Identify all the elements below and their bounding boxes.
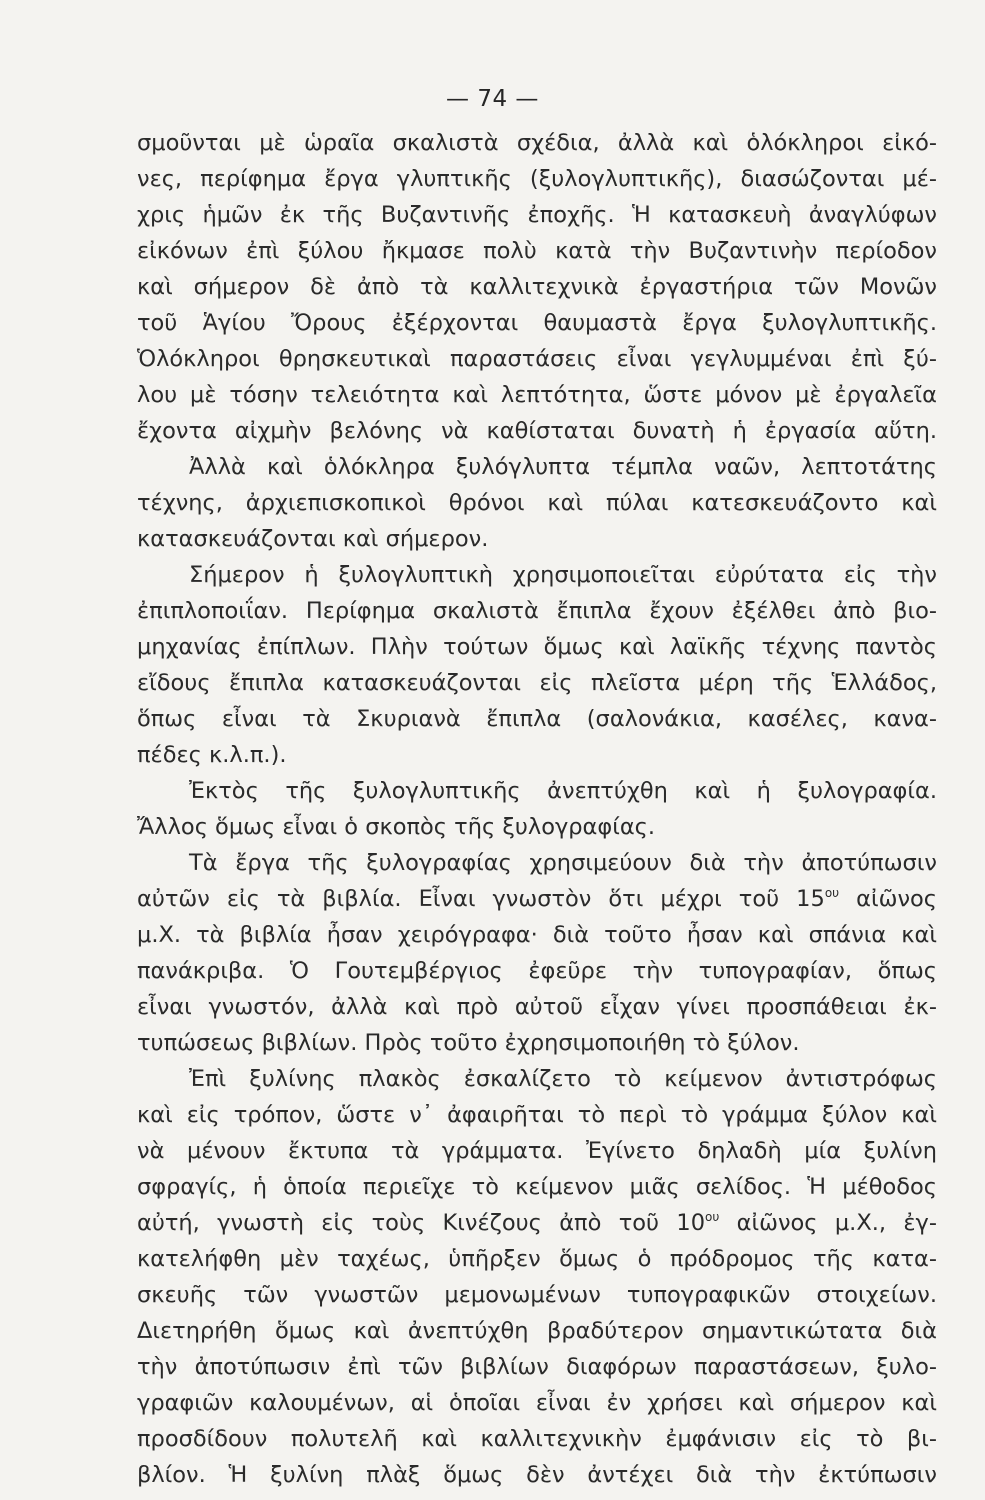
text-line: Ἐκτὸς τῆς ξυλογλυπτικῆς ἀνεπτύχθη καὶ ἡ ξυλογραφία. — [189, 778, 937, 804]
text-line: χρις ἡμῶν ἐκ τῆς Βυζαντινῆς ἐποχῆς. Ἡ κατασκευὴ ἀναγλύφων — [137, 202, 937, 228]
page-number: — 74 — — [446, 86, 539, 112]
text-line: τέχνης, ἀρχιεπισκοπικοὶ θρόνοι καὶ πύλαι κατεσκευάζοντο καὶ — [137, 490, 937, 516]
text-line: σκευῆς τῶν γνωστῶν μεμονωμένων τυπογραφικῶν στοιχείων. — [137, 1282, 937, 1308]
text-line: Ἄλλος ὅμως εἶναι ὁ σκοπὸς τῆς ξυλογραφίας. — [137, 814, 656, 840]
text-line: Διετηρήθη ὅμως καὶ ἀνεπτύχθη βραδύτερον σημαντικώτατα διὰ — [137, 1318, 937, 1344]
text-line: ἐπιπλοποιΐαν. Περίφημα σκαλιστὰ ἔπιπλα ἔχουν ἐξέλθει ἀπὸ βιο- — [137, 598, 937, 624]
text-line: ὅπως εἶναι τὰ Σκυριανὰ ἔπιπλα (σαλονάκια, κασέλες, κανα- — [137, 706, 937, 732]
text-line: τὴν ἀποτύπωσιν ἐπὶ τῶν βιβλίων διαφόρων παραστάσεων, ξυλο- — [137, 1354, 937, 1380]
text-line: Ὁλόκληροι θρησκευτικαὶ παραστάσεις εἶναι γεγλυμμέναι ἐπὶ ξύ- — [137, 346, 937, 372]
text-line: νες, περίφημα ἔργα γλυπτικῆς (ξυλογλυπτικῆς), διασώζονται μέ- — [137, 166, 937, 192]
text-line: καὶ σήμερον δὲ ἀπὸ τὰ καλλιτεχνικὰ ἐργαστήρια τῶν Μονῶν — [137, 274, 937, 300]
text-line: εἰκόνων ἐπὶ ξύλου ἤκμασε πολὺ κατὰ τὴν Βυζαντινὴν περίοδον — [137, 238, 937, 264]
text-line: σφραγίς, ἡ ὁποία περιεῖχε τὸ κείμενον μιᾶς σελίδος. Ἡ μέθοδος — [137, 1174, 937, 1200]
text-line: μ.Χ. τὰ βιβλία ἦσαν χειρόγραφα· διὰ τοῦτο ἦσαν καὶ σπάνια καὶ — [137, 922, 937, 948]
text-line: Σήμερον ἡ ξυλογλυπτικὴ χρησιμοποιεῖται εὐρύτατα εἰς τὴν — [189, 562, 937, 588]
text-line: νὰ μένουν ἔκτυπα τὰ γράμματα. Ἐγίνετο δηλαδὴ μία ξυλίνη — [137, 1138, 937, 1164]
text-line: λου μὲ τόσην τελειότητα καὶ λεπτότητα, ὥστε μόνον μὲ ἐργαλεῖα — [137, 382, 937, 408]
text-line: αὐτῶν εἰς τὰ βιβλία. Εἶναι γνωστὸν ὅτι μέχρι τοῦ $15^{o\upsilon}$ αἰῶνος — [137, 886, 937, 912]
text-line: Τὰ ἔργα τῆς ξυλογραφίας χρησιμεύουν διὰ τὴν ἀποτύπωσιν — [189, 850, 937, 876]
text-line: πανάκριβα. Ὁ Γουτεμβέργιος ἐφεῦρε τὴν τυπογραφίαν, ὅπως — [137, 958, 937, 984]
text-line: σμοῦνται μὲ ὡραῖα σκαλιστὰ σχέδια, ἀλλὰ καὶ ὁλόκληροι εἰκό- — [137, 130, 937, 156]
text-line: αὐτή, γνωστὴ εἰς τοὺς Κινέζους ἀπὸ τοῦ $10^{o\upsilon}$ αἰῶνος μ.Χ., ἐγ- — [137, 1210, 937, 1236]
text-line: βλίον. Ἡ ξυλίνη πλὰξ ὅμως δὲν ἀντέχει διὰ τὴν ἐκτύπωσιν — [137, 1462, 937, 1488]
text-line: εἴδους ἔπιπλα κατασκευάζονται εἰς πλεῖστα μέρη τῆς Ἑλλάδος, — [137, 670, 937, 696]
text-line: πέδες κ.λ.π.). — [137, 742, 287, 768]
text-line: Ἀλλὰ καὶ ὁλόκληρα ξυλόγλυπτα τέμπλα ναῶν, λεπτοτάτης — [189, 454, 937, 480]
text-line: Ἐπὶ ξυλίνης πλακὸς ἐσκαλίζετο τὸ κείμενον ἀντιστρόφως — [189, 1066, 937, 1092]
text-line: γραφιῶν καλουμένων, αἱ ὁποῖαι εἶναι ἐν χρήσει καὶ σήμερον καὶ — [137, 1390, 937, 1416]
text-line: κατελήφθη μὲν ταχέως, ὑπῆρξεν ὅμως ὁ πρόδρομος τῆς κατα- — [137, 1246, 937, 1272]
text-line: τοῦ Ἁγίου Ὄρους ἐξέρχονται θαυμαστὰ ἔργα ξυλογλυπτικῆς. — [137, 310, 937, 336]
text-line: τυπώσεως βιβλίων. Πρὸς τοῦτο ἐχρησιμοποιήθη τὸ ξύλον. — [137, 1030, 800, 1056]
text-line: εἶναι γνωστόν, ἀλλὰ καὶ πρὸ αὐτοῦ εἶχαν γίνει προσπάθειαι ἐκ- — [137, 994, 937, 1020]
text-line: μηχανίας ἐπίπλων. Πλὴν τούτων ὅμως καὶ λαϊκῆς τέχνης παντὸς — [137, 634, 937, 660]
text-line: ἔχοντα αἰχμὴν βελόνης νὰ καθίσταται δυνατὴ ἡ ἐργασία αὕτη. — [137, 418, 937, 444]
text-line: καὶ εἰς τρόπον, ὥστε ν᾽ ἀφαιρῆται τὸ περὶ τὸ γράμμα ξύλον καὶ — [137, 1102, 937, 1128]
text-line: κατασκευάζονται καὶ σήμερον. — [137, 526, 489, 552]
text-line: προσδίδουν πολυτελῆ καὶ καλλιτεχνικὴν ἐμφάνισιν εἰς τὸ βι- — [137, 1426, 937, 1452]
